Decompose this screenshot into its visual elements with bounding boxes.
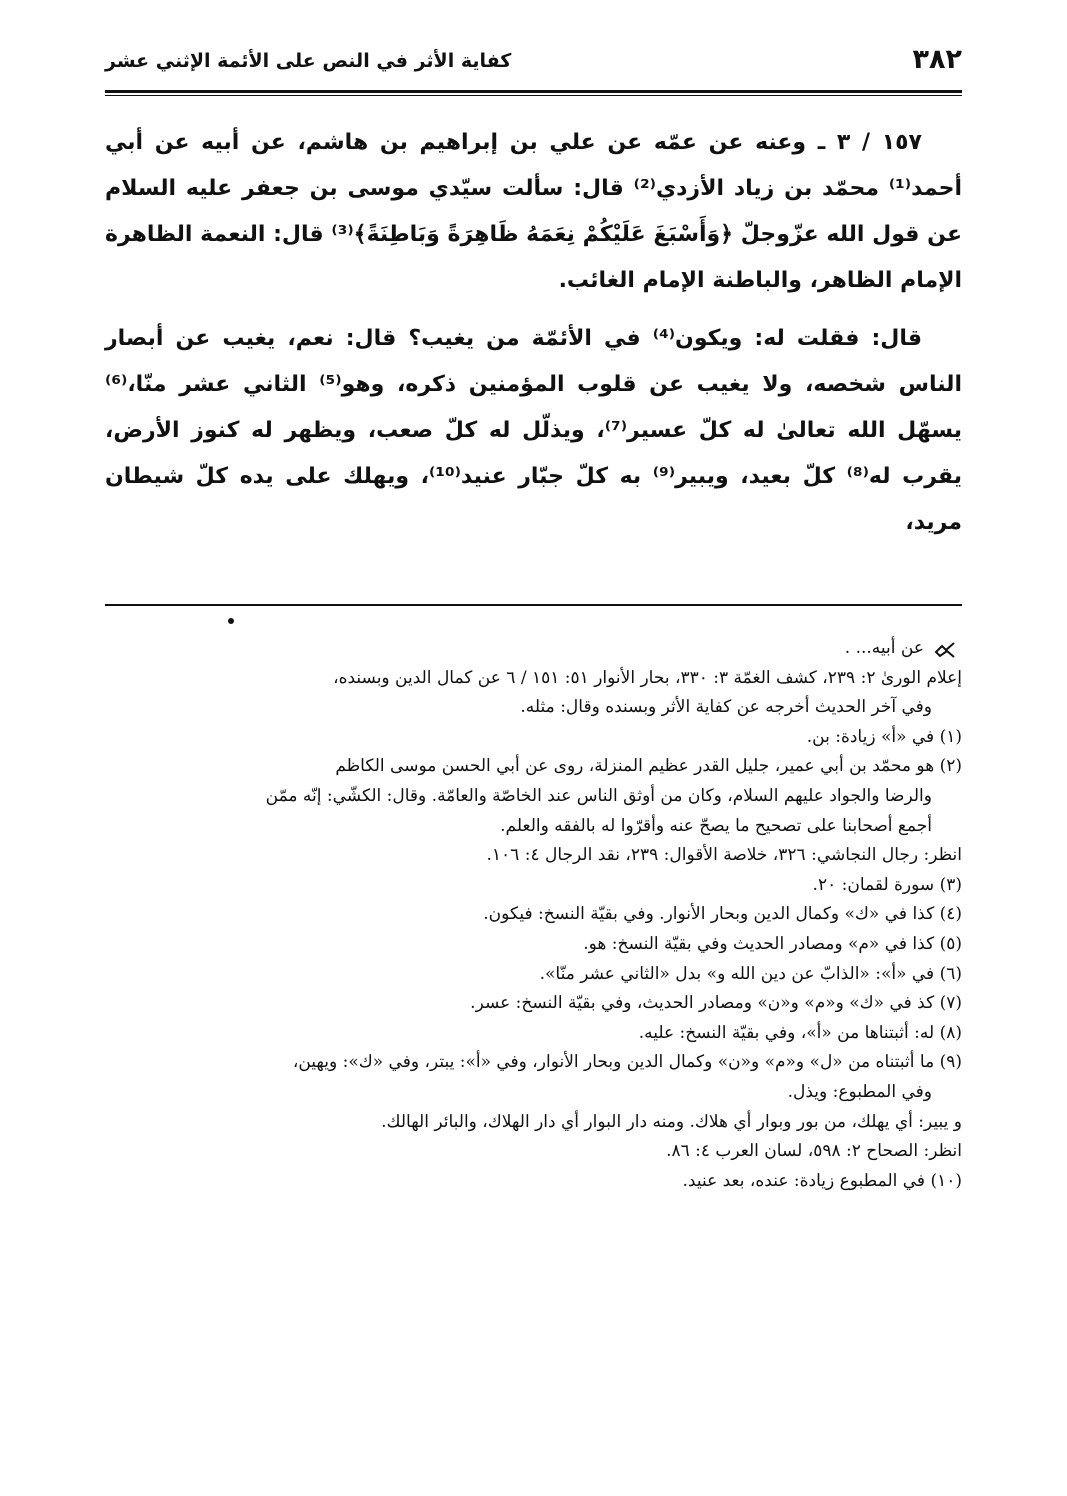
source-head-text: عن أبيه... . xyxy=(844,638,924,658)
footnote-9-line-3: و يبير: أي يهلك، من بور وبوار أي هلاك. ومنه دار البوار أي دار الهلاك، والبائر الهالك. xyxy=(381,1111,962,1132)
hadith-paragraph-2: قال: فقلت له: ويكون⁽⁴⁾ في الأئمّة من يغيب؟ قال: نعم، يغيب عن أبصار الناس شخصه، ولا يغيب عن قلوب المؤمنين ذكره، وهو⁽⁵⁾ الثاني عشر منّا،⁽⁶⁾ يسهّل الله تعالىٰ له كلّ عسير⁽⁷⁾، ويذلّل له كلّ صعب، ويظهر له كنوز الأرض، يقرب له⁽⁸⁾ كلّ بعيد، ويبير⁽⁹⁾ به كلّ جبّار عنيد⁽¹⁰⁾، ويهلك على يده كلّ شيطان مريد، xyxy=(105,326,963,535)
main-text xyxy=(105,120,962,546)
footnote-4: (٤) كذا في «ك» وكمال الدين وبحار الأنوار. وفي بقيّة النسخ: فيكون. xyxy=(483,904,962,925)
footnote-source-head xyxy=(105,634,962,664)
footnote-source-line-2: وفي آخر الحديث أخرجه عن كفاية الأثر وبسنده وقال: مثله. xyxy=(520,697,932,718)
footnote-3: (٣) سورة لقمان: ٢٠. xyxy=(812,874,962,895)
footnote-9-line-2: وفي المطبوع: ويذل. xyxy=(787,1081,932,1102)
footnote-2-line-2: والرضا والجواد عليهم السلام، وكان من أوثق الناس عند الخاصّة والعامّة. وقال: الكشّي: إنّه ممّن xyxy=(265,785,932,806)
pointing-hand-icon xyxy=(932,639,956,659)
footnote-2-line-1: (٢) هو محمّد بن أبي عمير، جليل القدر عظيم المنزلة، روى عن أبي الحسن موسى الكاظم xyxy=(335,756,962,777)
footnotes xyxy=(105,634,962,1196)
footnote-5: (٥) كذا في «م» ومصادر الحديث وفي بقيّة النسخ: هو. xyxy=(583,933,962,954)
footnote-2-line-4: انظر: رجال النجاشي: ٣٢٦، خلاصة الأقوال: ٢٣٩، نقد الرجال ٤: ١٠٦. xyxy=(486,845,962,866)
page-number: ٣٨٢ xyxy=(912,44,962,75)
running-title: كفاية الأثر في النص على الأئمة الإثني عشر xyxy=(105,50,512,72)
footnote-9-line-1: (٩) ما أثبتناه من «ل» و«م» و«ن» وكمال الدين وبحار الأنوار، وفي «أ»: يبتر، وفي «ك»: ويهين، xyxy=(292,1052,962,1073)
header-rule xyxy=(105,90,962,93)
footnote-divider xyxy=(105,604,962,606)
footnote-7: (٧) كذ في «ك» و«م» و«ن» ومصادر الحديث، وفي بقيّة النسخ: عسر. xyxy=(470,993,962,1014)
footnote-6: (٦) في «أ»: «الذابّ عن دين الله و» بدل «الثاني عشر منّا». xyxy=(539,963,962,984)
footnote-10: (١٠) في المطبوع زيادة: عنده، بعد عنيد. xyxy=(682,1170,962,1191)
page-header xyxy=(105,40,962,88)
header-rule-thin xyxy=(105,95,962,96)
footnote-1: (١) في «أ» زيادة: بن. xyxy=(806,726,962,747)
divider-dot xyxy=(228,618,234,624)
footnote-source-line-1: إعلام الورىٰ ٢: ٢٣٩، كشف الغمّة ٣: ٣٣٠، بحار الأنوار ٥١: ١٥١ / ٦ عن كمال الدين وبسنده، xyxy=(333,667,962,688)
footnote-8: (٨) له: أثبتناها من «أ»، وفي بقيّة النسخ: عليه. xyxy=(638,1022,962,1043)
footnote-2-line-3: أجمع أصحابنا على تصحيح ما يصحّ عنه وأقرّوا له بالفقه والعلم. xyxy=(500,815,932,836)
hadith-paragraph-1: ١٥٧ / ٣ ـ وعنه عن عمّه عن علي بن إبراهيم بن هاشم، عن أبيه عن أبي أحمد⁽¹⁾ محمّد بن زياد الأزدي⁽²⁾ قال: سألت سيّدي موسى بن جعفر عليه السلام عن قول الله عزّوجلّ ﴿وَأَسْبَغَ عَلَيْكُمْ نِعَمَهُ ظَاهِرَةً وَبَاطِنَةً﴾⁽³⁾ قال: النعمة الظاهرة الإمام الظاهر، والباطنة الإمام الغائب. xyxy=(105,130,962,293)
footnote-9-line-4: انظر: الصحاح ٢: ٥٩٨، لسان العرب ٤: ٨٦. xyxy=(666,1141,962,1162)
